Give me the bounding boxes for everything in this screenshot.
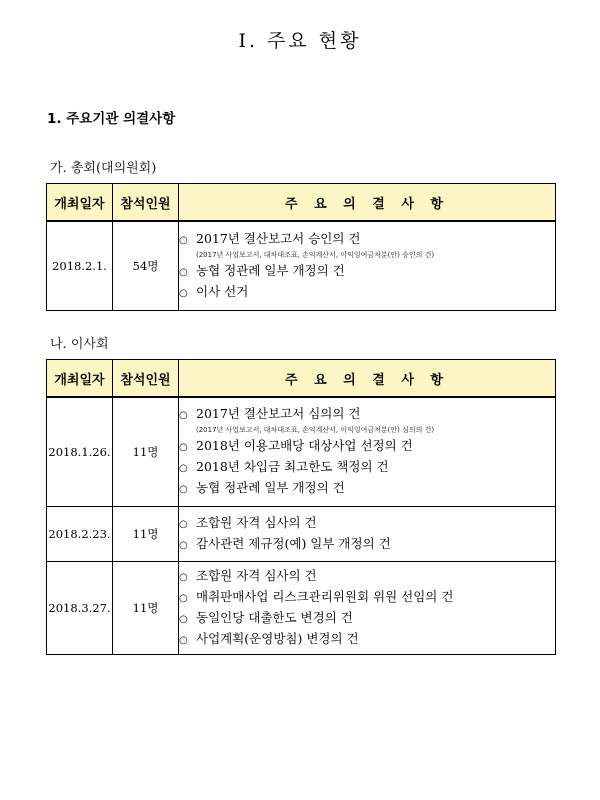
resolution-text: 감사관련 제규정(예) 일부 개정의 건: [196, 535, 391, 551]
resolution-text: 사업계획(운영방침) 변경의 건: [196, 630, 359, 646]
header-attendance: 참석인원: [113, 184, 179, 222]
board-table: [46, 359, 556, 655]
resolution-item: [179, 404, 555, 425]
page-title: Ⅰ. 주요 현황: [238, 30, 362, 52]
resolution-item: [179, 282, 555, 303]
table-row: [47, 397, 556, 506]
resolution-list: [179, 561, 556, 654]
resolution-text: 농협 정관례 일부 개정의 건: [196, 262, 345, 278]
table-row: [47, 221, 556, 310]
resolution-list: [179, 506, 556, 561]
resolution-item: [179, 587, 555, 608]
table-header-row: [47, 184, 556, 222]
resolution-item: [179, 261, 555, 282]
meeting-date: 2018.2.1.: [47, 221, 113, 310]
bullet-icon: ○: [179, 442, 188, 454]
meeting-date: 2018.1.26.: [47, 397, 113, 506]
attendance-count: 54명: [113, 221, 179, 310]
resolution-item: [179, 457, 555, 478]
bullet-icon: ○: [179, 613, 188, 625]
resolution-text: 매취판매사업 리스크관리위원회 위원 선임의 건: [196, 588, 454, 604]
bullet-icon: ○: [179, 571, 188, 583]
assembly-heading: 가. 총회(대의원회): [50, 161, 157, 176]
bullet-icon: ○: [179, 484, 188, 496]
header-resolutions: 주 요 의 결 사 항: [179, 360, 556, 398]
attendance-count: 11명: [113, 561, 179, 654]
resolution-item: [179, 608, 555, 629]
bullet-icon: ○: [179, 266, 188, 278]
header-attendance: 참석인원: [113, 360, 179, 398]
attendance-count: 11명: [113, 397, 179, 506]
resolution-text: 이사 선거: [196, 283, 249, 299]
resolution-text: 동일인당 대출한도 변경의 건: [196, 609, 353, 625]
resolution-list: [179, 397, 556, 506]
resolution-item: [179, 229, 555, 250]
bullet-icon: ○: [179, 463, 188, 475]
bullet-icon: ○: [179, 539, 188, 551]
resolution-text: 2017년 결산보고서 승인의 건: [196, 230, 361, 246]
section-heading: 1. 주요기관 의결사항: [47, 111, 176, 127]
board-heading: 나. 이사회: [50, 337, 109, 352]
attendance-count: 11명: [113, 506, 179, 561]
resolution-text: 2018년 차입금 최고한도 책정의 건: [196, 459, 389, 475]
header-resolutions: 주 요 의 결 사 항: [179, 184, 556, 222]
resolution-note: (2017년 사업보고서, 대차대조표, 손익계산서, 이익잉여금처분(안) 승인의 건): [196, 250, 435, 259]
table-header-row: [47, 360, 556, 398]
resolution-item: [179, 534, 555, 555]
bullet-icon: ○: [179, 634, 188, 646]
resolution-text: 2018년 이용고배당 대상사업 선정의 건: [196, 438, 413, 454]
bullet-icon: ○: [179, 518, 188, 530]
resolution-item: [179, 629, 555, 650]
resolution-item: [179, 566, 555, 587]
meeting-date: 2018.2.23.: [47, 506, 113, 561]
resolution-item: [179, 513, 555, 534]
table-row: [47, 561, 556, 654]
resolution-text: 2017년 결산보고서 심의의 건: [196, 406, 361, 422]
resolution-item: [179, 436, 555, 457]
meeting-date: 2018.3.27.: [47, 561, 113, 654]
bullet-icon: ○: [179, 410, 188, 422]
assembly-table: [46, 183, 556, 311]
table-row: [47, 506, 556, 561]
header-date: 개최일자: [47, 184, 113, 222]
header-date: 개최일자: [47, 360, 113, 398]
resolution-note: (2017년 사업보고서, 대차대조표, 손익계산서, 이익잉여금처분(안) 심의의 건): [196, 426, 435, 435]
resolution-item: [179, 478, 555, 499]
resolution-list: [179, 221, 556, 310]
bullet-icon: ○: [179, 234, 188, 246]
bullet-icon: ○: [179, 287, 188, 299]
resolution-text: 조합원 자격 심사의 건: [196, 514, 317, 530]
resolution-text: 조합원 자격 심사의 건: [196, 567, 317, 583]
resolution-text: 농협 정관례 일부 개정의 건: [196, 480, 345, 496]
bullet-icon: ○: [179, 592, 188, 604]
